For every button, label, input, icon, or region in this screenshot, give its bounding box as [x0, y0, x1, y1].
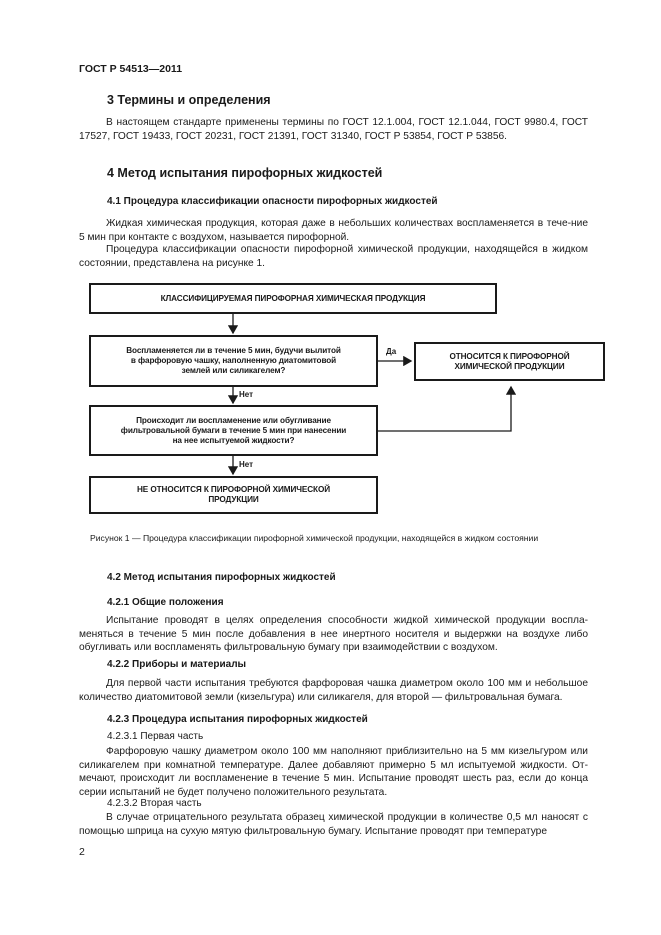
section-4-title: 4 Метод испытания пирофорных жидкостей — [107, 166, 383, 180]
result-no-line-2: ПРОДУКЦИИ — [208, 495, 259, 504]
section-3-title: 3 Термины и определения — [107, 93, 271, 107]
section-4-2-1-title: 4.2.1 Общие положения — [107, 597, 224, 608]
q2-line-3: на нее испытуемой жидкости? — [172, 435, 295, 445]
document-header: ГОСТ Р 54513—2011 — [79, 63, 183, 75]
section-4-2-title: 4.2 Метод испытания пирофорных жидкостей — [107, 572, 336, 583]
section-4-1-paragraph-2: Процедура классификации опасности пирофорной химической продукции, находящейся в жидком состоянии, представлена на рисунке 1. — [79, 244, 588, 269]
section-4-1-title: 4.1 Процедура классификации опасности пирофорных жидкостей — [107, 196, 438, 207]
result-yes-line-1: ОТНОСИТСЯ К ПИРОФОРНОЙ — [449, 351, 570, 361]
no-label-2: Нет — [239, 460, 254, 469]
arrow-q2-yes — [378, 387, 511, 431]
q1-line-2: в фарфоровую чашку, наполненную диатомитовой — [130, 356, 337, 365]
section-4-2-2-title: 4.2.2 Приборы и материалы — [107, 659, 247, 670]
q1-line-1: Воспламеняется ли в течение 5 мин, будучи вылитой — [126, 346, 341, 355]
flowchart-result-not-pyrophoric — [89, 476, 378, 514]
result-yes-line-2: ХИМИЧЕСКОЙ ПРОДУКЦИИ — [454, 361, 565, 371]
section-4-2-3-2-title: 4.2.3.2 Вторая часть — [107, 798, 202, 809]
section-4-1-paragraph-1: Жидкая химическая продукция, которая даже в небольших количествах воспламеняется в тече-ние 5 мин при контакте с воздухом, называется пирофорной. — [79, 218, 588, 243]
page-number: 2 — [79, 846, 85, 858]
section-4-2-3-1-text: Фарфоровую чашку диаметром около 100 мм наполняют приблизительно на 5 мм кизельгуром или силикагелем при комнатной температуре. Далее добавляют примерно 5 мл испытуемой жидкости. От-мечают, происходит ли воспламенение в течение 5 мин. Испытание проводят шесть раз, если до конца серии испытаний не будет получено положительного результата. — [79, 746, 588, 798]
flowchart-question-1 — [89, 335, 378, 387]
flowchart-start-text: КЛАССИФИЦИРУЕМАЯ ПИРОФОРНАЯ ХИМИЧЕСКАЯ ПРОДУКЦИЯ — [160, 293, 426, 303]
result-no-line-1: НЕ ОТНОСИТСЯ К ПИРОФОРНОЙ ХИМИЧЕСКОЙ — [136, 485, 331, 494]
yes-label: Да — [386, 347, 397, 356]
section-4-2-1-text: Испытание проводят в целях определения способности жидкой химической продукции воспла-меняться в течение 5 мин после добавления в нее инертного носителя и выдержки на воздухе либо обугливать или воспламенять фильтровальную бумагу при взаимодействии с воздухом. — [79, 615, 588, 654]
flowchart-start-box — [89, 283, 497, 314]
section-4-2-3-title: 4.2.3 Процедура испытания пирофорных жидкостей — [107, 714, 368, 725]
q2-line-1: Происходит ли воспламенение или обугливание — [136, 415, 331, 425]
section-3-text: В настоящем стандарте применены термины по ГОСТ 12.1.004, ГОСТ 12.1.044, ГОСТ 9980.4, ГОСТ 17527, ГОСТ 19433, ГОСТ 20231, ГОСТ 21391, ГОСТ 31340, ГОСТ Р 53854, ГОСТ Р 53856. — [79, 117, 588, 142]
flowchart-result-pyrophoric — [414, 342, 605, 381]
q2-line-2: фильтровальной бумаги в течение 5 мин при нанесении — [120, 425, 347, 435]
flowchart-question-2 — [89, 405, 378, 456]
section-4-2-3-2-text: В случае отрицательного результата образец химической продукции в количестве 0,5 мл наносят с помощью шприца на сухую мятую фильтровальную бумагу. Испытание проводят при температуре — [79, 812, 588, 837]
q1-line-3: землей или силикагелем? — [181, 366, 286, 375]
section-4-2-3-1-title: 4.2.3.1 Первая часть — [107, 731, 204, 742]
figure-caption: Рисунок 1 — Процедура классификации пирофорной химической продукции, находящейся в жидком состоянии — [90, 533, 539, 543]
no-label-1: Нет — [239, 390, 254, 399]
section-4-2-2-text: Для первой части испытания требуются фарфоровая чашка диаметром около 100 мм и небольшое количество диатомитовой земли (кизельгура) или силикагеля, для второй — фильтровальная бумага. — [79, 678, 588, 703]
